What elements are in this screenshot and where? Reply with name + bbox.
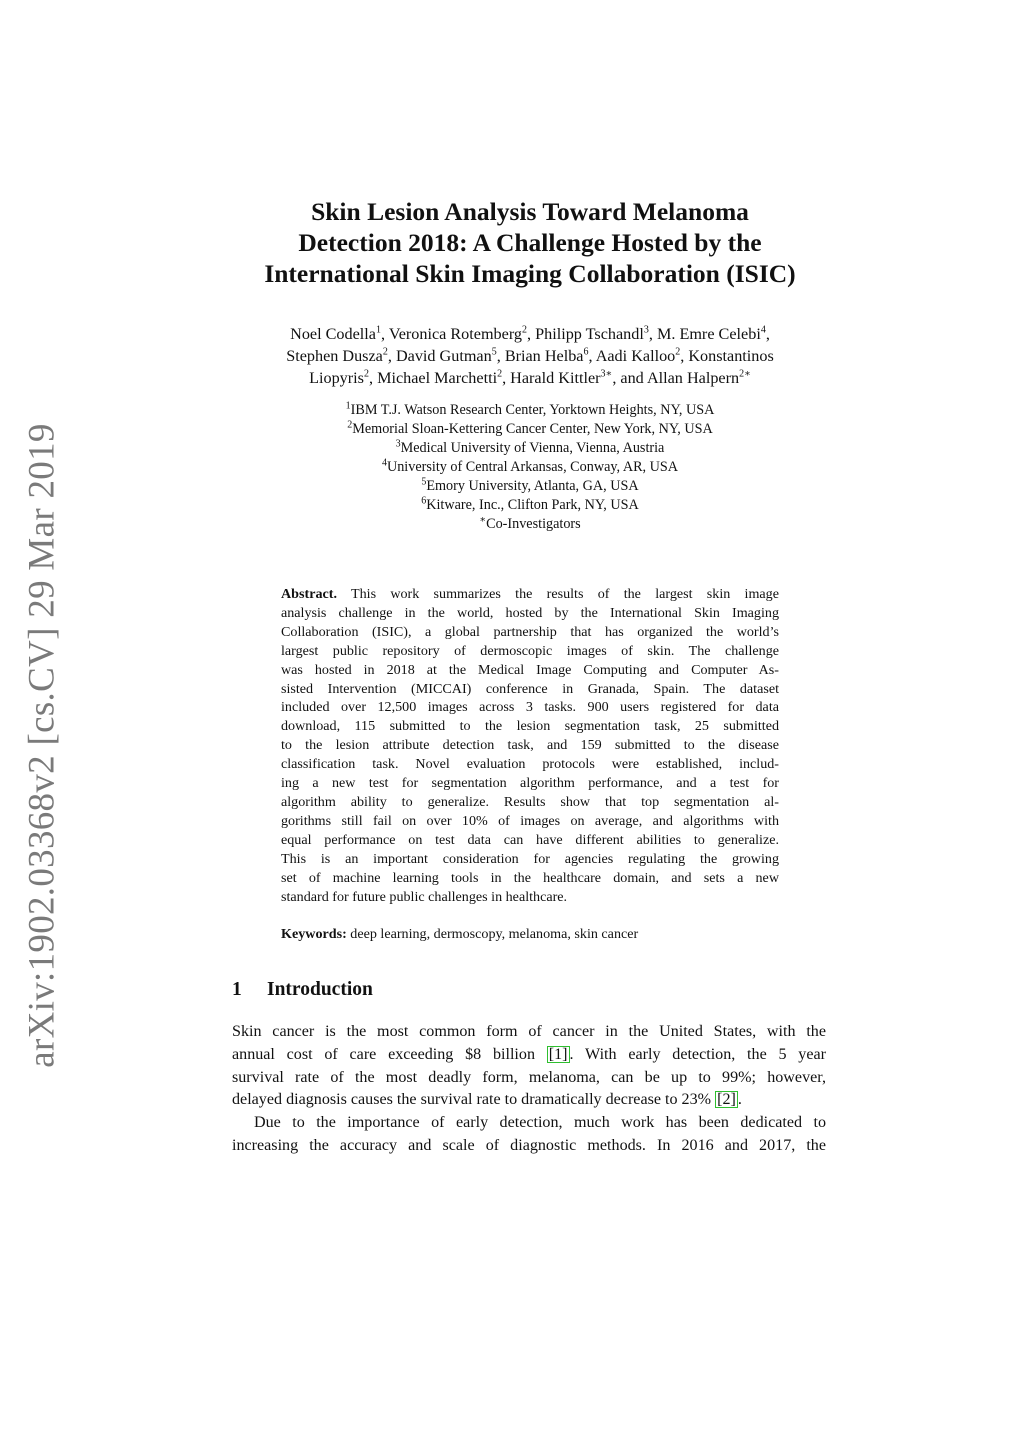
affiliation-text: Kitware, Inc., Clifton Park, NY, USA — [426, 497, 639, 513]
body-text-fragment: annual cost of care exceeding $8 billion — [232, 1045, 547, 1063]
body-line: increasing the accuracy and scale of diagnostic methods. In 2016 and 2017, the — [232, 1136, 826, 1154]
author-line — [215, 345, 845, 367]
affiliation-item — [230, 401, 830, 420]
author-affiliation-mark: 5 — [491, 346, 497, 358]
title-line: Skin Lesion Analysis Toward Melanoma — [311, 197, 749, 226]
author-name: Harald Kittler — [510, 369, 601, 387]
affiliation-text: IBM T.J. Watson Research Center, Yorktown Heights, NY, USA — [350, 402, 715, 418]
affiliation-item — [230, 515, 830, 534]
author-separator: , and — [612, 369, 647, 387]
title-line: International Skin Imaging Collaboration (ISIC) — [264, 259, 796, 288]
body-text-fragment: . With early detection, the 5 year — [569, 1045, 826, 1063]
affiliation-item — [230, 458, 830, 477]
author-separator: , — [502, 369, 511, 387]
affiliation-mark: 5 — [421, 476, 427, 488]
author-affiliation-mark: 6 — [583, 346, 589, 358]
author-affiliation-mark: 1 — [376, 324, 381, 336]
author-name: Stephen Dusza — [286, 347, 383, 365]
abstract-line: download, 115 submitted to the lesion segmentation task, 25 submitted — [281, 718, 779, 735]
author-name: David Gutman — [395, 347, 492, 365]
section-title: Introduction — [267, 979, 373, 1000]
abstract-line — [281, 585, 779, 604]
author-name: Philipp Tschandl — [535, 325, 644, 343]
author-affiliation-mark: 2∗ — [739, 368, 751, 380]
body-line: survival rate of the most deadly form, melanoma, can be up to 99%; however, — [232, 1068, 826, 1086]
author-separator: , — [387, 347, 396, 365]
abstract-line: gorithms still fail on over 10% of images on average, and algorithms with — [281, 812, 779, 829]
author-separator: , Konstantinos — [680, 347, 774, 365]
author-name: Allan Halpern — [646, 369, 740, 387]
affiliation-text: University of Central Arkansas, Conway, AR, USA — [386, 459, 679, 475]
author-name: Liopyris — [309, 369, 364, 387]
author-separator: , — [381, 325, 389, 343]
keywords — [281, 925, 779, 944]
paper-title — [200, 196, 860, 289]
abstract-line: standard for future public challenges in healthcare. — [281, 888, 568, 905]
abstract-line: to the lesion attribute detection task, and 159 submitted to the disease — [281, 737, 779, 754]
author-separator: , — [765, 325, 770, 343]
author-separator: , — [527, 325, 536, 343]
author-name: M. Emre Celebi — [656, 325, 761, 343]
author-name: Brian Helba — [504, 347, 584, 365]
abstract-line: largest public repository of dermoscopic images of skin. The challenge — [281, 642, 779, 659]
author-separator: , — [588, 347, 596, 365]
keywords-label: Keywords: — [281, 926, 347, 942]
author-line — [215, 367, 845, 389]
affiliation-item — [230, 477, 830, 496]
affiliation-list — [230, 401, 830, 534]
affiliation-text: Memorial Sloan-Kettering Cancer Center, New York, NY, USA — [352, 421, 713, 437]
title-line: Detection 2018: A Challenge Hosted by the — [298, 228, 762, 257]
author-affiliation-mark: 2 — [363, 368, 369, 380]
affiliation-text: Co-Investigators — [486, 516, 581, 532]
author-separator: , — [648, 325, 657, 343]
introduction-body — [232, 1021, 826, 1158]
abstract-line: algorithm ability to generalize. Results show that top segmentation al- — [281, 793, 779, 810]
abstract-line: Collaboration (ISIC), a global partnership that has organized the world’s — [281, 623, 779, 640]
abstract-line: sisted Intervention (MICCAI) conference in Granada, Spain. The dataset — [281, 680, 779, 697]
author-name: Aadi Kalloo — [595, 347, 676, 365]
affiliation-text: Medical University of Vienna, Vienna, Austria — [400, 440, 665, 456]
affiliation-mark: ∗ — [479, 514, 487, 526]
body-text-fragment: delayed diagnosis causes the survival rate to dramatically decrease to 23% — [232, 1091, 716, 1109]
author-affiliation-mark: 2 — [522, 324, 528, 336]
body-line — [232, 1044, 826, 1067]
author-affiliation-mark: 2 — [382, 346, 388, 358]
affiliation-mark: 6 — [421, 495, 427, 507]
author-line — [215, 323, 845, 345]
affiliation-mark: 4 — [381, 457, 387, 469]
abstract-line: This is an important consideration for agencies regulating the growing — [281, 850, 779, 867]
abstract-text: This work summarizes the results of the largest skin image — [351, 586, 779, 602]
abstract-line: equal performance on test data can have different abilities to generalize. — [281, 831, 779, 848]
body-line — [232, 1089, 826, 1112]
author-affiliation-mark: 3∗ — [600, 368, 613, 380]
affiliation-item — [230, 439, 830, 458]
author-affiliation-mark: 4 — [760, 324, 766, 336]
section-number: 1 — [232, 979, 242, 1000]
author-separator: , — [368, 369, 378, 387]
abstract-line: analysis challenge in the world, hosted by the International Skin Imaging — [281, 604, 779, 621]
affiliation-mark: 1 — [345, 400, 351, 412]
author-affiliation-mark: 2 — [675, 346, 681, 358]
keywords-text: deep learning, dermoscopy, melanoma, skin cancer — [350, 926, 639, 942]
author-separator: , — [496, 347, 505, 365]
affiliation-mark: 2 — [347, 419, 353, 431]
author-name: Michael Marchetti — [377, 369, 498, 387]
author-list — [215, 323, 845, 389]
citation-link[interactable]: [1] — [548, 1045, 568, 1063]
affiliation-mark: 3 — [395, 438, 401, 450]
citation-link[interactable]: [2] — [717, 1091, 736, 1109]
body-text-fragment: . — [737, 1091, 742, 1109]
section-heading — [232, 979, 373, 1001]
author-name: Noel Codella — [290, 325, 376, 343]
abstract — [281, 585, 779, 906]
abstract-line: was hosted in 2018 at the Medical Image Computing and Computer As- — [281, 661, 779, 678]
abstract-line: included over 12,500 images across 3 tasks. 900 users registered for data — [281, 699, 779, 716]
body-line: Skin cancer is the most common form of cancer in the United States, with the — [232, 1023, 826, 1040]
affiliation-text: Emory University, Atlanta, GA, USA — [426, 478, 639, 494]
arxiv-sidebar — [20, 422, 64, 1068]
abstract-line: ing a new test for segmentation algorithm performance, and a test for — [281, 775, 779, 792]
body-line: Due to the importance of early detection, much work has been dedicated to — [254, 1114, 826, 1132]
affiliation-item — [230, 420, 830, 439]
arxiv-identifier: arXiv:1902.03368v2 [cs.CV] 29 Mar 2019 — [21, 422, 63, 1068]
author-affiliation-mark: 3 — [643, 324, 649, 336]
affiliation-item — [230, 496, 830, 515]
abstract-line: classification task. Novel evaluation protocols were established, includ- — [281, 756, 779, 773]
author-affiliation-mark: 2 — [497, 368, 503, 380]
abstract-line: set of machine learning tools in the healthcare domain, and sets a new — [281, 869, 779, 886]
author-name: Veronica Rotemberg — [388, 325, 523, 343]
abstract-label: Abstract. — [281, 586, 337, 602]
